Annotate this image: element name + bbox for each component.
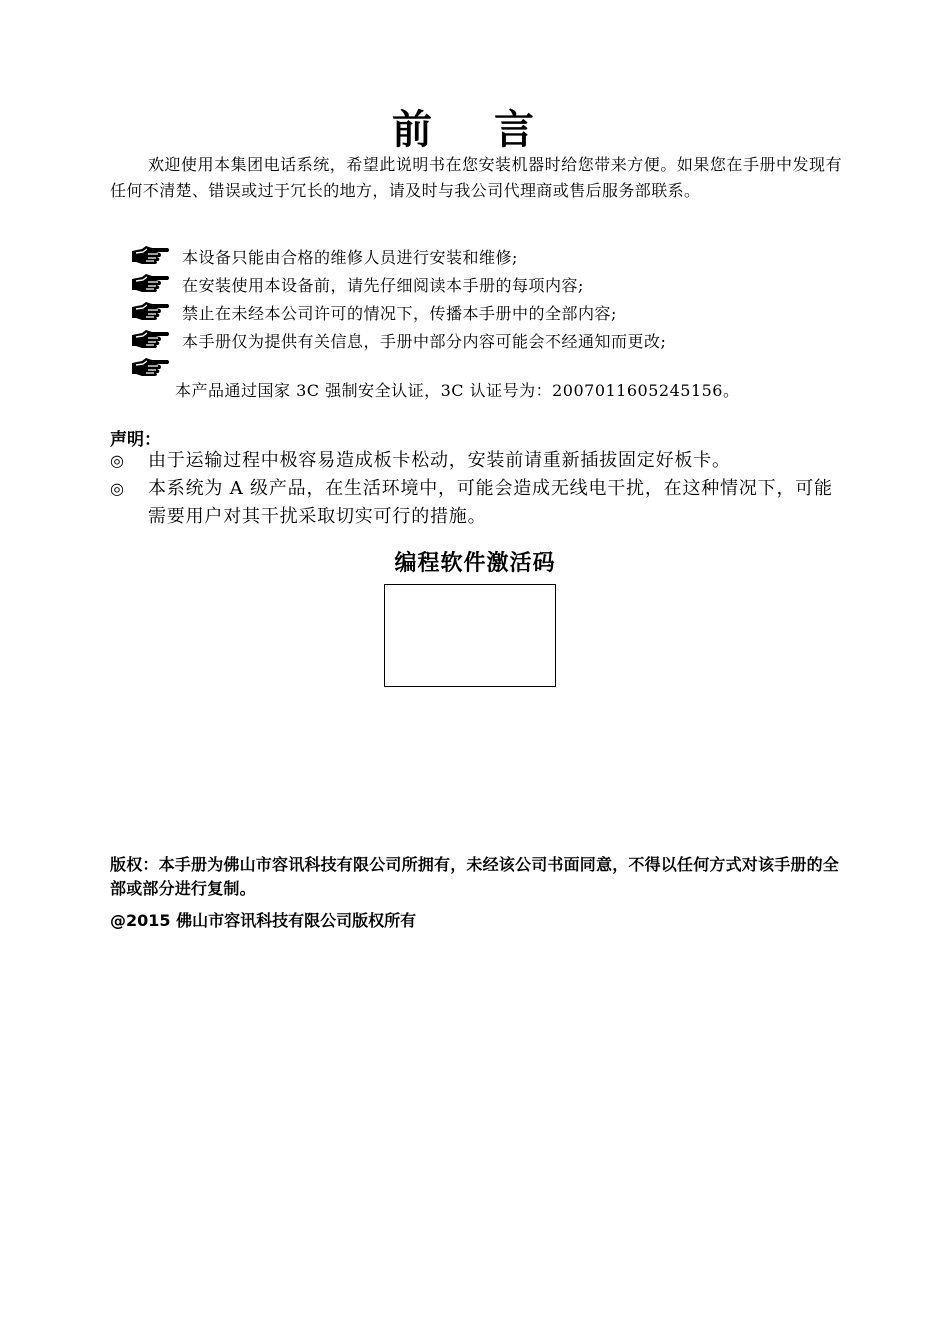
note-text: 本手册仅为提供有关信息，手册中部分内容可能会不经通知而更改; bbox=[182, 331, 667, 351]
copyright-owner: @2015 佛山市容讯科技有限公司版权所有 bbox=[110, 911, 417, 930]
pointing-hand-icon bbox=[130, 329, 170, 351]
certification-text: 本产品通过国家 3C 强制安全认证，3C 认证号为：2007011605245156。 bbox=[175, 381, 740, 400]
note-item bbox=[130, 270, 830, 298]
copyright-text: 版权：本手册为佛山市容讯科技有限公司所拥有，未经该公司书面同意，不得以任何方式对该手册的全部或部分进行复制。 bbox=[110, 855, 840, 898]
activation-code-title: 编程软件激活码 bbox=[394, 551, 556, 576]
declaration-item bbox=[110, 475, 842, 531]
activation-code-box bbox=[384, 584, 556, 687]
notes-list bbox=[130, 242, 830, 382]
note-text: 本设备只能由合格的维修人员进行安装和维修; bbox=[182, 247, 518, 267]
pointing-hand-icon bbox=[130, 273, 170, 295]
note-item bbox=[130, 298, 830, 326]
declaration-title: 声明： bbox=[110, 430, 161, 450]
declaration-text: 由于运输过程中极容易造成板卡松动，安装前请重新插拔固定好板卡。 bbox=[148, 450, 731, 471]
declaration-text: 本系统为 A 级产品，在生活环境中，可能会造成无线电干扰，在这种情况下，可能需要用户对其干扰采取切实可行的措施。 bbox=[148, 478, 833, 527]
bullet-icon: ◎ bbox=[110, 451, 125, 470]
pointing-hand-icon bbox=[130, 357, 170, 379]
note-text: 在安装使用本设备前，请先仔细阅读本手册的每项内容; bbox=[182, 275, 584, 295]
note-item bbox=[130, 326, 830, 354]
pointing-hand-icon bbox=[130, 245, 170, 267]
bullet-icon: ◎ bbox=[110, 479, 125, 498]
intro-paragraph: 欢迎使用本集团电话系统，希望此说明书在您安装机器时给您带来方便。如果您在手册中发现有任何不清楚、错误或过于冗长的地方，请及时与我公司代理商或售后服务部联系。 bbox=[110, 155, 842, 200]
pointing-hand-icon bbox=[130, 301, 170, 323]
note-item bbox=[130, 242, 830, 270]
page-title: 前 言 bbox=[392, 107, 558, 153]
note-text: 禁止在未经本公司许可的情况下，传播本手册中的全部内容; bbox=[182, 303, 617, 323]
declaration-item bbox=[110, 447, 842, 475]
